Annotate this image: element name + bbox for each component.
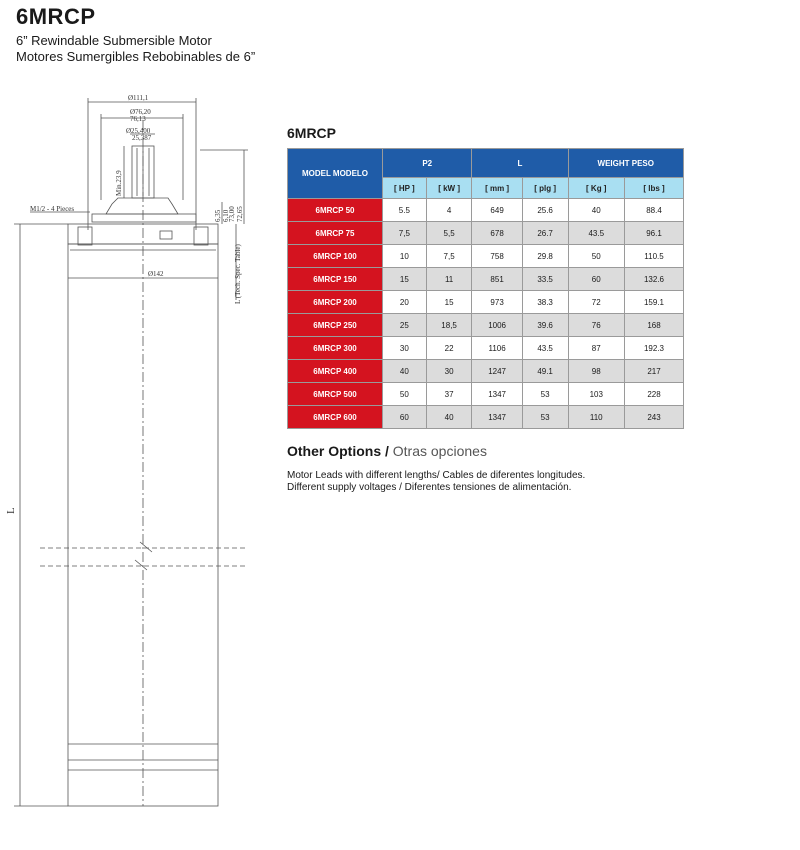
unit-kg: [ Kg ] xyxy=(568,178,625,199)
value-cell: 18,5 xyxy=(426,314,472,337)
model-cell: 6MRCP 600 xyxy=(288,406,383,429)
value-cell: 132.6 xyxy=(625,268,684,291)
header-p2: P2 xyxy=(383,149,472,178)
value-cell: 40 xyxy=(426,406,472,429)
option-motor-leads: Motor Leads with different lengths/ Cables de diferentes longitudes. xyxy=(287,470,586,481)
value-cell: 25 xyxy=(383,314,427,337)
value-cell: 72 xyxy=(568,291,625,314)
value-cell: 11 xyxy=(426,268,472,291)
value-cell: 4 xyxy=(426,199,472,222)
dim-pilot-diameter-1: Ø76,20 xyxy=(130,108,151,116)
value-cell: 98 xyxy=(568,360,625,383)
table-row xyxy=(288,337,684,360)
value-cell: 7,5 xyxy=(383,222,427,245)
dim-shaft-diameter-1: Ø25,400 xyxy=(126,127,151,135)
value-cell: 649 xyxy=(472,199,522,222)
subtitle-english: 6” Rewindable Submersible Motor xyxy=(16,33,212,48)
value-cell: 1347 xyxy=(472,406,522,429)
value-cell: 76 xyxy=(568,314,625,337)
value-cell: 30 xyxy=(426,360,472,383)
value-cell: 43.5 xyxy=(522,337,568,360)
dim-length: L xyxy=(5,507,17,514)
header-l: L xyxy=(472,149,568,178)
model-cell: 6MRCP 100 xyxy=(288,245,383,268)
value-cell: 50 xyxy=(568,245,625,268)
value-cell: 159.1 xyxy=(625,291,684,314)
dim-shaft-length: Min.23,9 xyxy=(115,170,123,196)
table-row xyxy=(288,291,684,314)
value-cell: 25.6 xyxy=(522,199,568,222)
value-cell: 1247 xyxy=(472,360,522,383)
value-cell: 40 xyxy=(568,199,625,222)
value-cell: 33.5 xyxy=(522,268,568,291)
value-cell: 40 xyxy=(383,360,427,383)
value-cell: 49.1 xyxy=(522,360,568,383)
value-cell: 96.1 xyxy=(625,222,684,245)
value-cell: 10 xyxy=(383,245,427,268)
dim-top-1: 73,00 xyxy=(228,206,236,222)
other-options-title-es: Otras opciones xyxy=(388,443,487,459)
value-cell: 53 xyxy=(522,383,568,406)
model-cell: 6MRCP 200 xyxy=(288,291,383,314)
value-cell: 192.3 xyxy=(625,337,684,360)
value-cell: 228 xyxy=(625,383,684,406)
spec-table xyxy=(287,148,684,429)
value-cell: 851 xyxy=(472,268,522,291)
value-cell: 37 xyxy=(426,383,472,406)
value-cell: 5,5 xyxy=(426,222,472,245)
other-options-title xyxy=(287,443,487,459)
dim-flange-2: 6,10 xyxy=(222,209,230,222)
dim-body-diameter: Ø142 xyxy=(148,270,164,278)
value-cell: 20 xyxy=(383,291,427,314)
value-cell: 43.5 xyxy=(568,222,625,245)
table-row xyxy=(288,268,684,291)
value-cell: 15 xyxy=(383,268,427,291)
model-cell: 6MRCP 150 xyxy=(288,268,383,291)
table-row xyxy=(288,199,684,222)
dim-shaft-diameter-2: 25,387 xyxy=(132,134,152,142)
value-cell: 168 xyxy=(625,314,684,337)
dim-top-2: 72,65 xyxy=(236,206,244,222)
dim-overall-diameter: Ø111,1 xyxy=(128,94,149,102)
value-cell: 26.7 xyxy=(522,222,568,245)
other-options-title-en: Other Options / xyxy=(287,443,389,459)
value-cell: 50 xyxy=(383,383,427,406)
value-cell: 22 xyxy=(426,337,472,360)
value-cell: 39.6 xyxy=(522,314,568,337)
option-supply-voltages: Different supply voltages / Diferentes tensiones de alimentación. xyxy=(287,482,572,493)
table-row xyxy=(288,360,684,383)
value-cell: 38.3 xyxy=(522,291,568,314)
value-cell: 243 xyxy=(625,406,684,429)
unit-hp: [ HP ] xyxy=(383,178,427,199)
value-cell: 110 xyxy=(568,406,625,429)
dim-flange-1: 6,35 xyxy=(214,209,222,222)
table-row xyxy=(288,245,684,268)
value-cell: 973 xyxy=(472,291,522,314)
value-cell: 678 xyxy=(472,222,522,245)
unit-mm: [ mm ] xyxy=(472,178,522,199)
dim-bolts: M1/2 - 4 Pieces xyxy=(30,205,75,213)
unit-lbs: [ lbs ] xyxy=(625,178,684,199)
value-cell: 1106 xyxy=(472,337,522,360)
subtitle-spanish: Motores Sumergibles Rebobinables de 6” xyxy=(16,49,256,64)
value-cell: 7,5 xyxy=(426,245,472,268)
value-cell: 1347 xyxy=(472,383,522,406)
table-row xyxy=(288,406,684,429)
model-cell: 6MRCP 50 xyxy=(288,199,383,222)
table-row xyxy=(288,314,684,337)
value-cell: 15 xyxy=(426,291,472,314)
dim-length-note: L (Tech. Spec. Table) xyxy=(234,244,242,304)
page-title: 6MRCP xyxy=(16,4,96,29)
unit-kw: [ kW ] xyxy=(426,178,472,199)
table-title: 6MRCP xyxy=(287,125,337,141)
value-cell: 5.5 xyxy=(383,199,427,222)
model-cell: 6MRCP 300 xyxy=(288,337,383,360)
model-cell: 6MRCP 250 xyxy=(288,314,383,337)
value-cell: 87 xyxy=(568,337,625,360)
model-cell: 6MRCP 400 xyxy=(288,360,383,383)
value-cell: 30 xyxy=(383,337,427,360)
value-cell: 758 xyxy=(472,245,522,268)
value-cell: 60 xyxy=(568,268,625,291)
value-cell: 53 xyxy=(522,406,568,429)
header-weight: WEIGHT PESO xyxy=(568,149,684,178)
value-cell: 60 xyxy=(383,406,427,429)
value-cell: 103 xyxy=(568,383,625,406)
unit-plg: [ plg ] xyxy=(522,178,568,199)
value-cell: 110.5 xyxy=(625,245,684,268)
header-model: MODEL MODELO xyxy=(288,149,383,199)
motor-technical-drawing xyxy=(0,90,280,810)
value-cell: 1006 xyxy=(472,314,522,337)
value-cell: 88.4 xyxy=(625,199,684,222)
table-row xyxy=(288,222,684,245)
dim-pilot-diameter-2: 76,13 xyxy=(130,115,146,123)
spec-table-body xyxy=(288,199,684,429)
value-cell: 29.8 xyxy=(522,245,568,268)
value-cell: 217 xyxy=(625,360,684,383)
model-cell: 6MRCP 500 xyxy=(288,383,383,406)
model-cell: 6MRCP 75 xyxy=(288,222,383,245)
table-row xyxy=(288,383,684,406)
